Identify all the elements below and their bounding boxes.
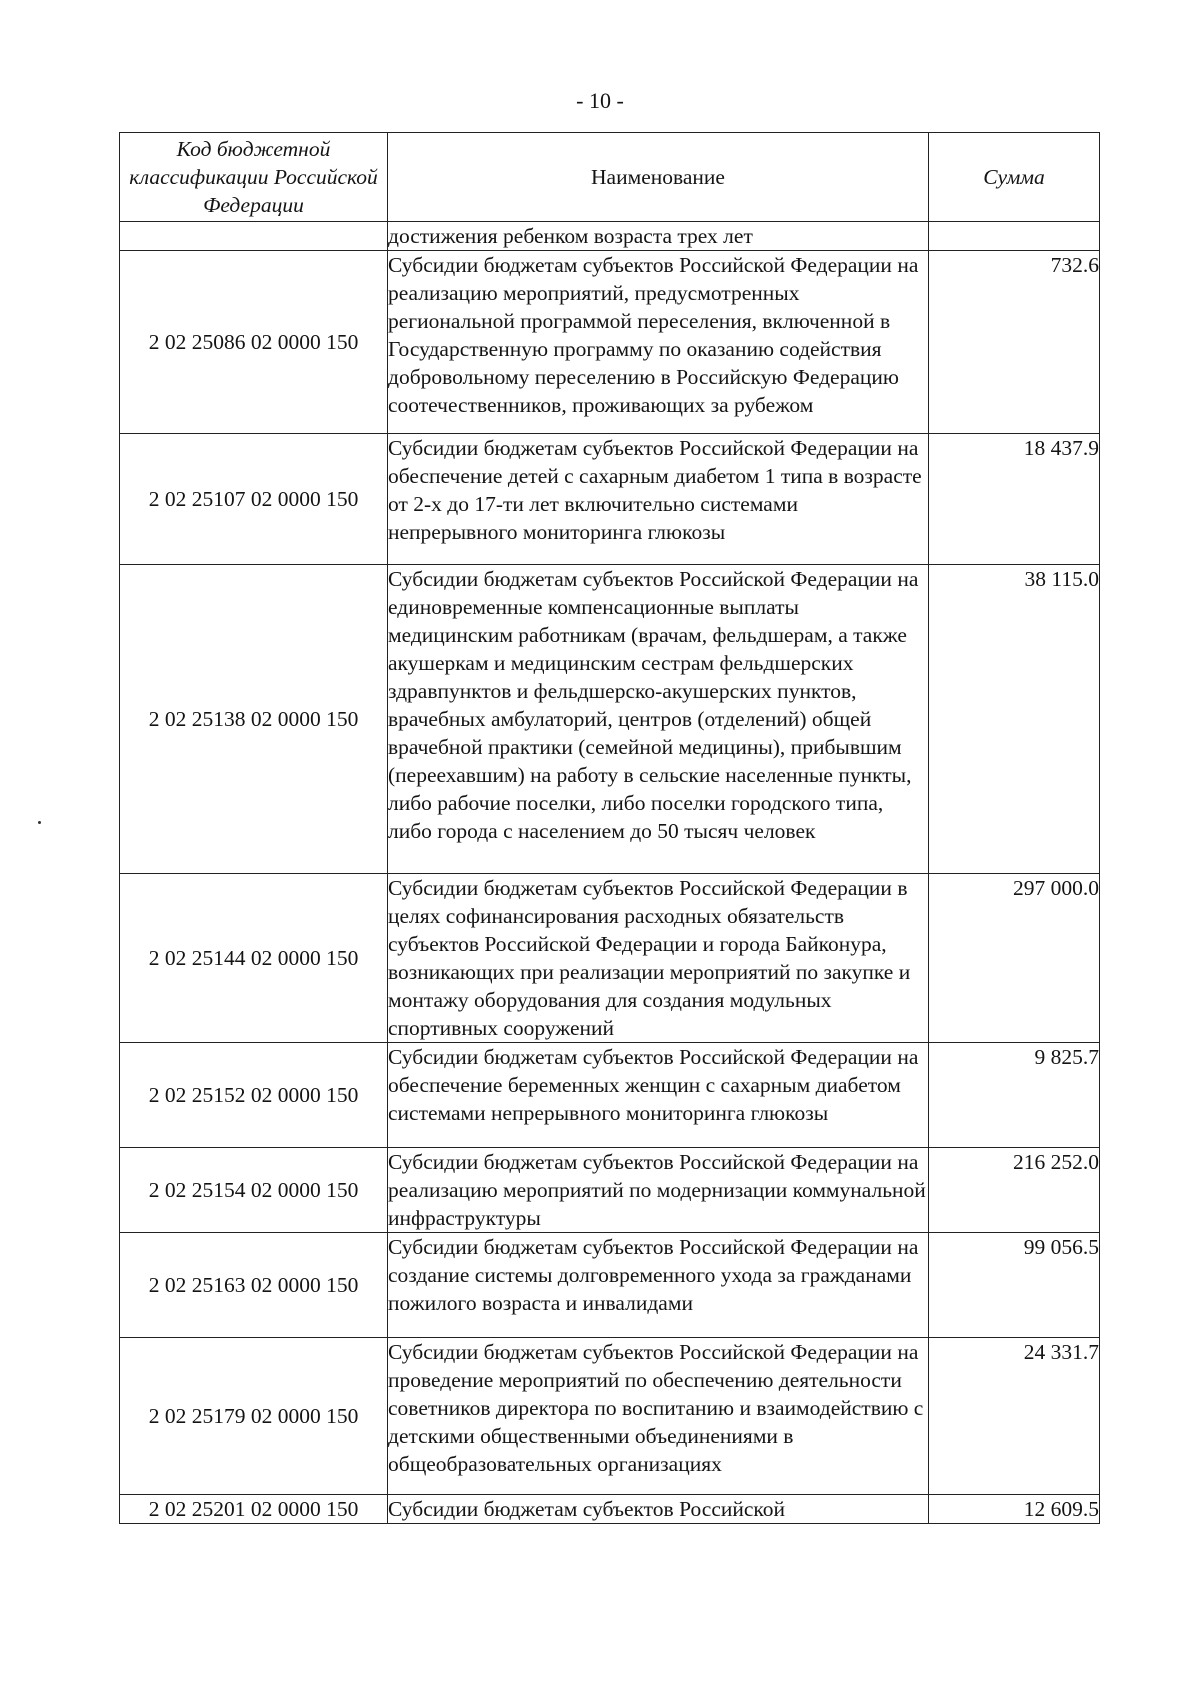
cell-code: 2 02 25138 02 0000 150 [120, 565, 388, 874]
cell-code: 2 02 25163 02 0000 150 [120, 1233, 388, 1338]
cell-sum: 99 056.5 [929, 1233, 1100, 1338]
cell-code: 2 02 25086 02 0000 150 [120, 251, 388, 434]
header-sum: Сумма [929, 133, 1100, 222]
table-row [120, 1233, 1100, 1338]
cell-code-empty [120, 222, 388, 251]
cell-name: достижения ребенком возраста трех лет [388, 222, 929, 251]
header-name: Наименование [388, 133, 929, 222]
table-row [120, 565, 1100, 874]
cell-name: Субсидии бюджетам субъектов Российской [388, 1495, 929, 1524]
cell-sum: 732.6 [929, 251, 1100, 434]
cell-name: Субсидии бюджетам субъектов Российской Федерации на реализацию мероприятий по модернизации коммунальной инфраструктуры [388, 1148, 929, 1233]
table-row [120, 874, 1100, 1043]
table-row [120, 1495, 1100, 1524]
cell-sum: 24 331.7 [929, 1338, 1100, 1495]
table-row [120, 1043, 1100, 1148]
header-code: Код бюджетной классификации Российской Федерации [120, 133, 388, 222]
cell-code: 2 02 25152 02 0000 150 [120, 1043, 388, 1148]
cell-sum-empty [929, 222, 1100, 251]
cell-sum: 297 000.0 [929, 874, 1100, 1043]
cell-sum: 18 437.9 [929, 434, 1100, 565]
cell-name: Субсидии бюджетам субъектов Российской Федерации на обеспечение беременных женщин с сахарным диабетом системами непрерывного мониторинга глюкозы [388, 1043, 929, 1148]
cell-code: 2 02 25179 02 0000 150 [120, 1338, 388, 1495]
table-row [120, 251, 1100, 434]
cell-code: 2 02 25144 02 0000 150 [120, 874, 388, 1043]
table-row [120, 1338, 1100, 1495]
cell-code: 2 02 25107 02 0000 150 [120, 434, 388, 565]
table-header-row [120, 133, 1100, 222]
cell-name: Субсидии бюджетам субъектов Российской Федерации на проведение мероприятий по обеспечению деятельности советников директора по воспитанию и взаимодействию с детскими общественными объединениями в общеобразовательных организациях [388, 1338, 929, 1495]
page-number: - 10 - [576, 88, 624, 113]
cell-code: 2 02 25154 02 0000 150 [120, 1148, 388, 1233]
cell-name: Субсидии бюджетам субъектов Российской Федерации на единовременные компенсационные выплаты медицинским работникам (врачам, фельдшерам, а также акушеркам и медицинским сестрам фельдшерских здравпунктов и фельдшерско-акушерских пунктов, врачебных амбулаторий, центров (отделений) общей врачебной практики (семейной медицины), прибывшим (переехавшим) на работу в сельские населенные пункты, либо рабочие поселки, либо поселки городского типа, либо города с населением до 50 тысяч человек [388, 565, 929, 874]
cell-sum: 9 825.7 [929, 1043, 1100, 1148]
cell-name: Субсидии бюджетам субъектов Российской Федерации на обеспечение детей с сахарным диабетом 1 типа в возрасте от 2-х до 17-ти лет включительно системами непрерывного мониторинга глюкозы [388, 434, 929, 565]
cell-name: Субсидии бюджетам субъектов Российской Федерации в целях софинансирования расходных обязательств субъектов Российской Федерации и города Байконура, возникающих при реализации мероприятий по закупке и монтажу оборудования для создания модульных спортивных сооружений [388, 874, 929, 1043]
scan-speck [38, 821, 41, 824]
cell-sum: 38 115.0 [929, 565, 1100, 874]
cell-sum: 12 609.5 [929, 1495, 1100, 1524]
budget-table [119, 132, 1100, 1524]
cell-name: Субсидии бюджетам субъектов Российской Федерации на создание системы долговременного ухода за гражданами пожилого возраста и инвалидами [388, 1233, 929, 1338]
table-row-continuation [120, 222, 1100, 251]
cell-name: Субсидии бюджетам субъектов Российской Федерации на реализацию мероприятий, предусмотренных региональной программой переселения, включенной в Государственную программу по оказанию содействия добровольному переселению в Российскую Федерацию соотечественников, проживающих за рубежом [388, 251, 929, 434]
table-row [120, 1148, 1100, 1233]
cell-code: 2 02 25201 02 0000 150 [120, 1495, 388, 1524]
table-row [120, 434, 1100, 565]
cell-sum: 216 252.0 [929, 1148, 1100, 1233]
